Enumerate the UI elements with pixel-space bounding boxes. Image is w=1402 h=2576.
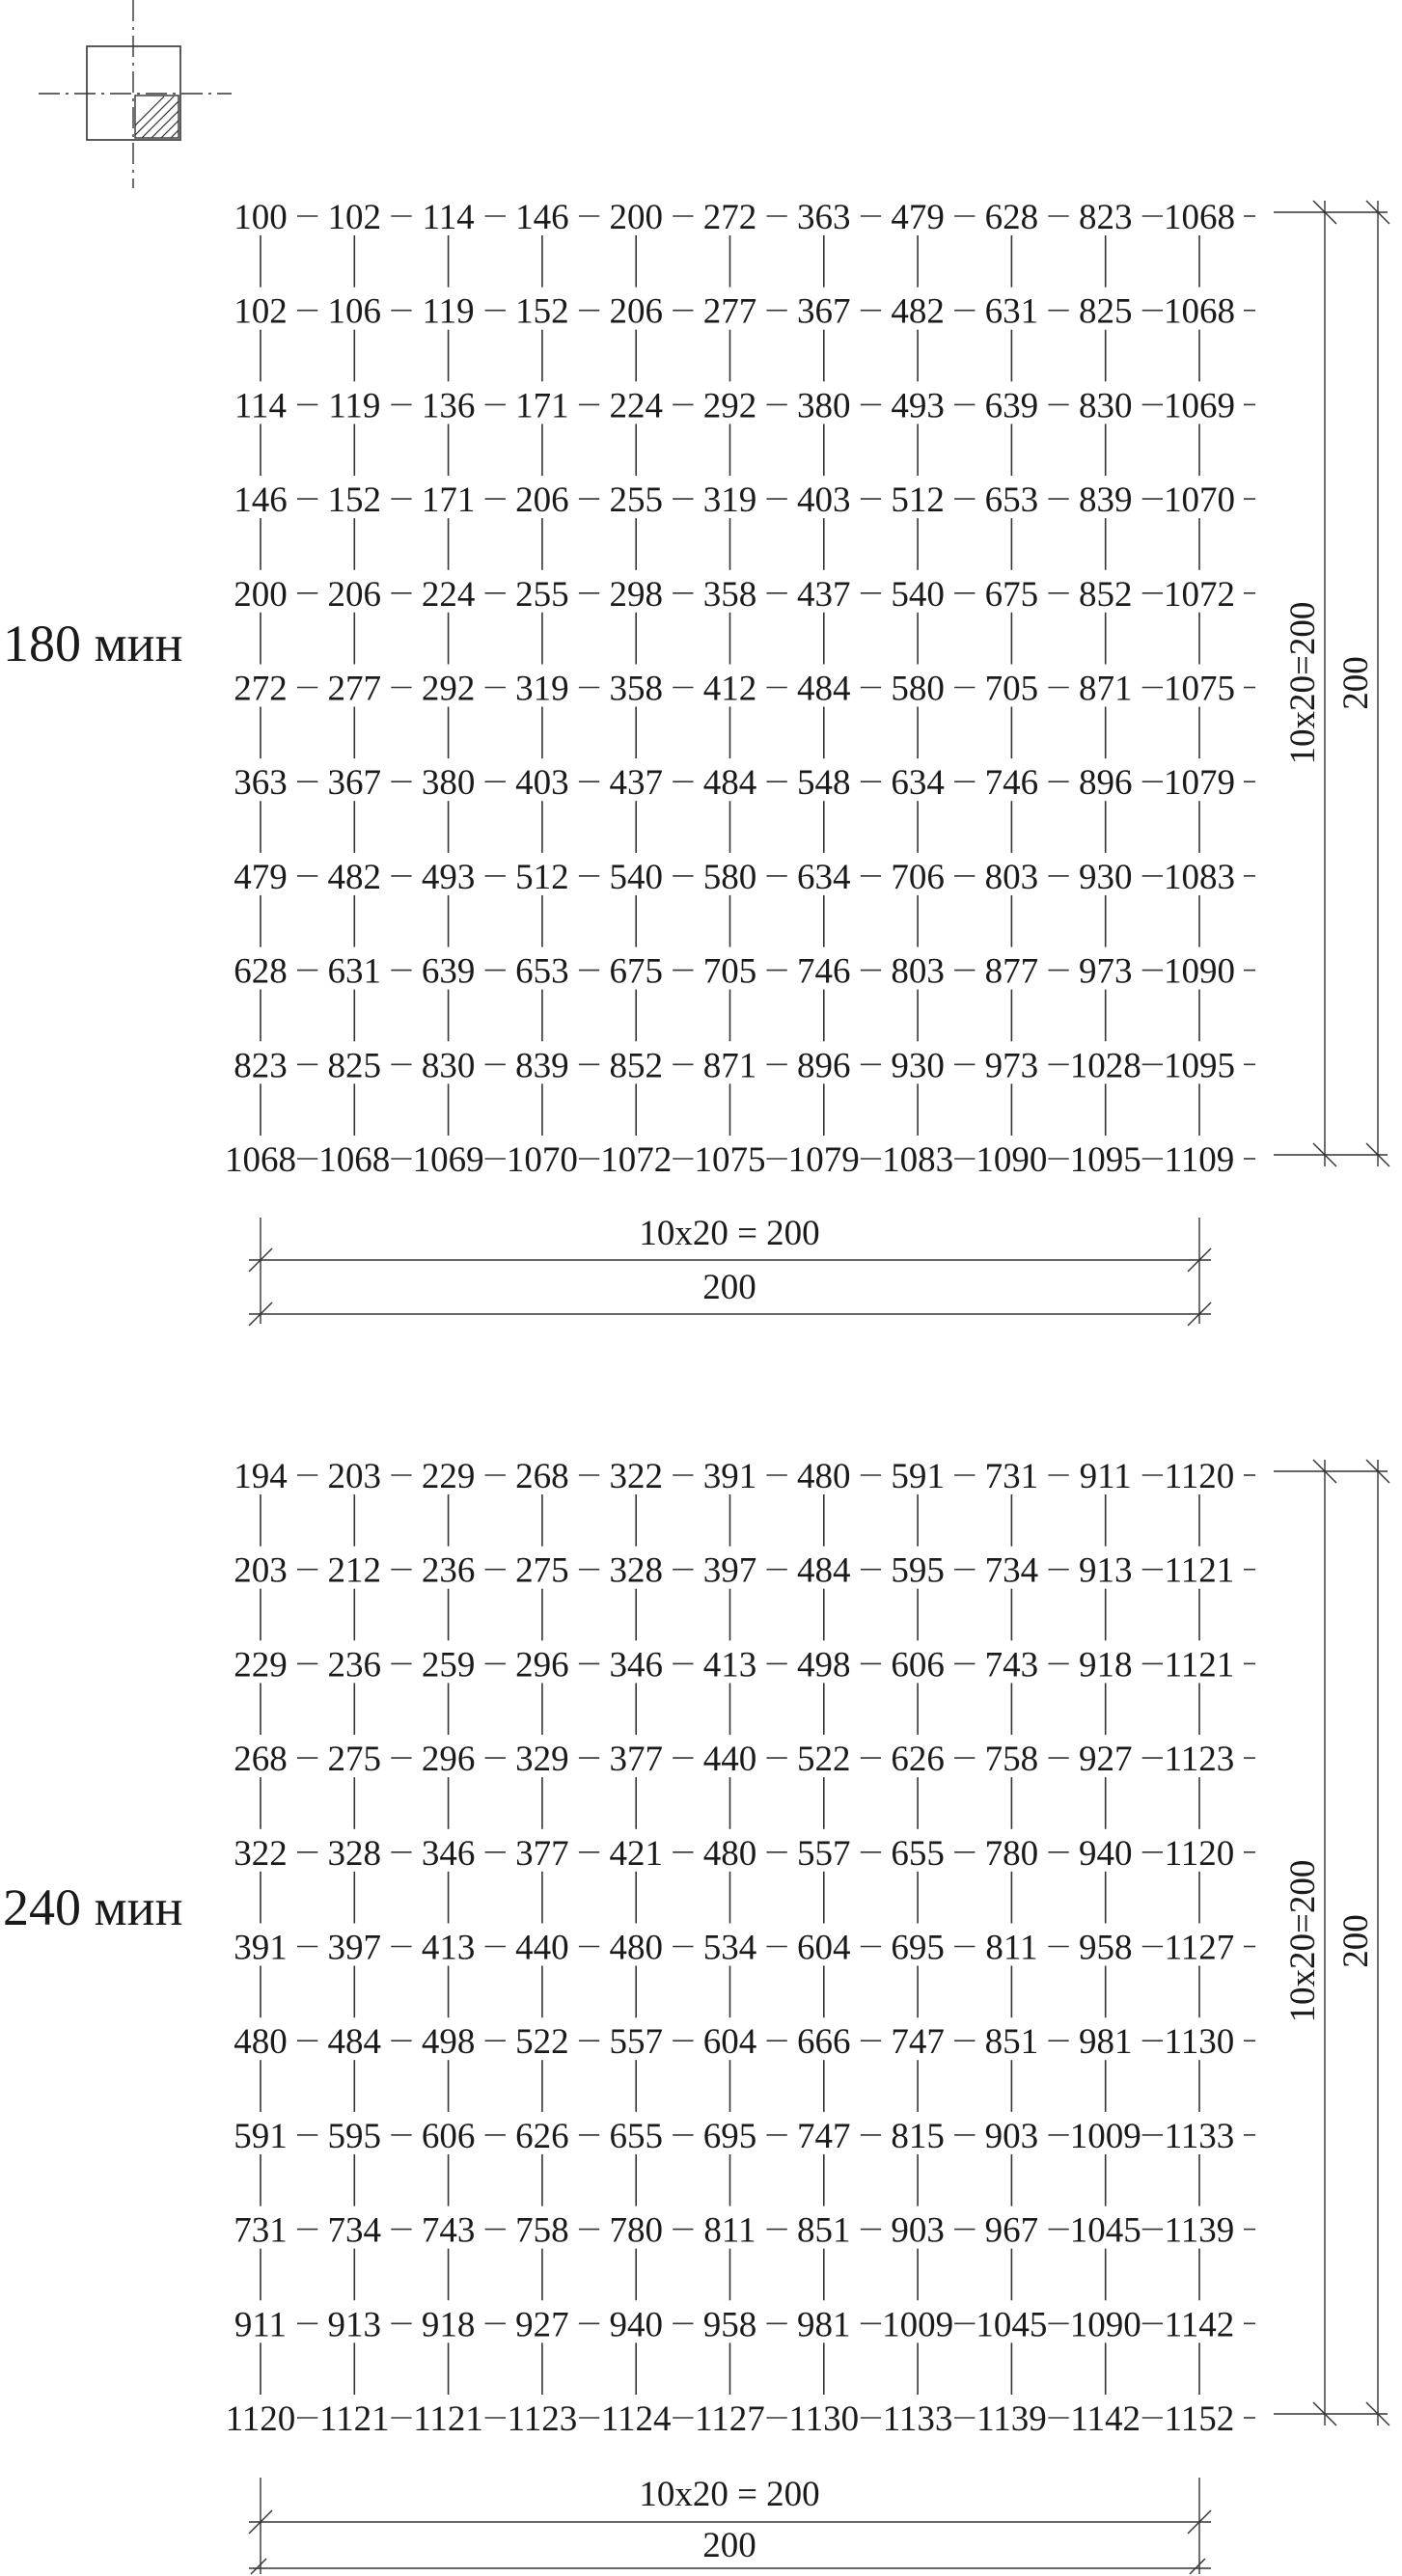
grid-node-value: 363 <box>234 763 288 804</box>
grid-node-value: 580 <box>702 857 757 897</box>
grid-node-value: 171 <box>421 480 476 521</box>
grid-node-value: 397 <box>702 1550 757 1591</box>
grid-node-value: 655 <box>891 1833 945 1874</box>
grid-node-value: 1120 <box>225 2399 296 2439</box>
grid-node-value: 830 <box>1078 386 1133 426</box>
grid-node-value: 479 <box>234 857 288 897</box>
grid-node-value: 653 <box>515 951 569 992</box>
grid-node-value: 1139 <box>1164 2210 1235 2251</box>
grid-node-value: 1083 <box>1164 857 1235 897</box>
grid-node-value: 1068 <box>318 1140 391 1180</box>
dimension-count-label: 10x20 = 200 <box>639 2475 820 2514</box>
temperature-grid <box>226 1457 1255 2439</box>
grid-node-value: 236 <box>421 1550 476 1591</box>
grid-node-value: 224 <box>421 574 476 615</box>
grid-node-value: 981 <box>1078 2022 1133 2063</box>
grid-node-value: 146 <box>515 198 569 237</box>
grid-node-value: 743 <box>421 2210 476 2251</box>
grid-node-value: 275 <box>327 1740 382 1780</box>
grid-node-value: 479 <box>891 198 945 237</box>
grid-node-value: 557 <box>609 2022 663 2063</box>
grid-node-value: 695 <box>891 1928 945 1968</box>
grid-node-value: 391 <box>234 1928 288 1968</box>
grid-node-value: 367 <box>327 763 382 804</box>
grid-node-value: 1121 <box>1164 1645 1235 1685</box>
grid-node-value: 229 <box>234 1645 288 1685</box>
grid-node-value: 1120 <box>1164 1833 1235 1874</box>
grid-node-value: 272 <box>234 669 288 709</box>
grid-node-value: 377 <box>515 1833 569 1874</box>
grid-node-value: 747 <box>891 2022 945 2063</box>
grid-node-value: 484 <box>797 669 851 709</box>
grid-node-value: 358 <box>702 574 757 615</box>
grid-node-value: 322 <box>234 1833 288 1874</box>
grid-node-value: 480 <box>702 1833 757 1874</box>
grid-node-value: 512 <box>891 480 945 521</box>
grid-node-value: 655 <box>609 2116 663 2156</box>
grid-node-value: 328 <box>327 1833 382 1874</box>
grid-node-value: 512 <box>515 857 569 897</box>
grid-node-value: 628 <box>234 951 288 992</box>
grid-node-value: 634 <box>891 763 945 804</box>
grid-node-value: 758 <box>984 1740 1039 1780</box>
grid-node-value: 391 <box>702 1457 757 1496</box>
grid-node-value: 1068 <box>1164 198 1235 237</box>
grid-node-value: 319 <box>515 669 569 709</box>
grid-node-value: 119 <box>422 291 475 332</box>
grid-node-value: 1123 <box>1164 1740 1235 1780</box>
grid-node-value: 102 <box>234 291 288 332</box>
grid-node-value: 734 <box>327 2210 382 2251</box>
grid-node-value: 275 <box>515 1550 569 1591</box>
grid-node-value: 604 <box>702 2022 757 2063</box>
grid-node-value: 626 <box>515 2116 569 2156</box>
grid-node-value: 981 <box>797 2305 851 2345</box>
grid-node-value: 823 <box>234 1046 288 1086</box>
grid-node-value: 412 <box>702 669 757 709</box>
dimension-count-label: 10x20 = 200 <box>639 1214 820 1253</box>
grid-node-value: 851 <box>984 2022 1039 2063</box>
grid-node-value: 403 <box>515 763 569 804</box>
grid-node-value: 913 <box>1078 1550 1133 1591</box>
grid-node-value: 1127 <box>695 2399 765 2439</box>
dimension-total-label: 200 <box>1336 1914 1376 1968</box>
grid-node-value: 1090 <box>976 1140 1048 1180</box>
dimension-total-label: 200 <box>1336 656 1376 710</box>
grid-node-value: 631 <box>984 291 1039 332</box>
grid-node-value: 747 <box>797 2116 851 2156</box>
grid-node-value: 206 <box>515 480 569 521</box>
grid-node-value: 958 <box>702 2305 757 2345</box>
temperature-grid <box>225 198 1255 1180</box>
grid-node-value: 1009 <box>882 2305 954 2345</box>
grid-node-value: 200 <box>609 198 663 237</box>
grid-node-value: 830 <box>421 1046 476 1086</box>
grid-node-value: 319 <box>702 480 757 521</box>
grid-node-value: 377 <box>609 1740 663 1780</box>
grid-node-value: 1075 <box>1164 669 1235 709</box>
grid-node-value: 958 <box>1078 1928 1133 1968</box>
grid-node-value: 1139 <box>976 2399 1047 2439</box>
grid-node-value: 277 <box>702 291 757 332</box>
grid-node-value: 1090 <box>1069 2305 1141 2345</box>
grid-node-value: 203 <box>234 1550 288 1591</box>
grid-node-value: 1009 <box>1069 2116 1141 2156</box>
time-label: 180 мин <box>3 615 183 672</box>
grid-node-value: 839 <box>1078 480 1133 521</box>
dimension-total-label: 200 <box>702 2526 756 2565</box>
dimension-horizontal <box>249 2475 1211 2574</box>
grid-node-value: 780 <box>984 1833 1039 1874</box>
grid-node-value: 628 <box>984 198 1039 237</box>
grid-node-value: 200 <box>234 574 288 615</box>
grid-node-value: 1130 <box>788 2399 860 2439</box>
grid-node-value: 913 <box>327 2305 382 2345</box>
grid-diagram-180 <box>3 198 1389 1326</box>
grid-node-value: 675 <box>609 951 663 992</box>
grid-node-value: 918 <box>1078 1645 1133 1685</box>
grid-node-value: 1068 <box>1164 291 1235 332</box>
grid-node-value: 1028 <box>1069 1046 1141 1086</box>
grid-node-value: 298 <box>609 574 663 615</box>
grid-node-value: 1072 <box>1164 574 1235 615</box>
grid-node-value: 1090 <box>1164 951 1235 992</box>
grid-node-value: 1075 <box>694 1140 766 1180</box>
grid-node-value: 811 <box>985 1928 1038 1968</box>
grid-node-value: 803 <box>984 857 1039 897</box>
grid-node-value: 973 <box>1078 951 1133 992</box>
section-key-icon <box>39 0 232 188</box>
grid-node-value: 1121 <box>1164 1550 1235 1591</box>
grid-node-value: 851 <box>797 2210 851 2251</box>
grid-node-value: 498 <box>797 1645 851 1685</box>
grid-node-value: 224 <box>609 386 663 426</box>
grid-node-value: 212 <box>327 1550 382 1591</box>
grid-node-value: 940 <box>1078 1833 1133 1874</box>
grid-node-value: 534 <box>702 1928 757 1968</box>
grid-node-value: 1045 <box>1069 2210 1141 2251</box>
grid-node-value: 482 <box>327 857 382 897</box>
grid-node-value: 839 <box>515 1046 569 1086</box>
grid-node-value: 272 <box>702 198 757 237</box>
grid-node-value: 203 <box>327 1457 382 1496</box>
grid-node-value: 1133 <box>882 2399 953 2439</box>
grid-node-value: 440 <box>515 1928 569 1968</box>
grid-node-value: 292 <box>421 669 476 709</box>
grid-node-value: 746 <box>797 951 851 992</box>
grid-node-value: 1069 <box>412 1140 484 1180</box>
grid-node-value: 631 <box>327 951 382 992</box>
dimension-count-label: 10x20=200 <box>1283 601 1323 765</box>
grid-node-value: 296 <box>515 1645 569 1685</box>
grid-node-value: 1070 <box>1164 480 1235 521</box>
dimension-vertical <box>1274 1460 1389 2425</box>
grid-node-value: 705 <box>984 669 1039 709</box>
grid-node-value: 484 <box>797 1550 851 1591</box>
grid-node-value: 152 <box>515 291 569 332</box>
grid-node-value: 380 <box>421 763 476 804</box>
grid-node-value: 437 <box>797 574 851 615</box>
grid-node-value: 927 <box>515 2305 569 2345</box>
grid-node-value: 380 <box>797 386 851 426</box>
grid-node-value: 1120 <box>1164 1457 1235 1496</box>
grid-node-value: 825 <box>327 1046 382 1086</box>
grid-node-value: 706 <box>891 857 945 897</box>
grid-node-value: 268 <box>515 1457 569 1496</box>
grid-node-value: 540 <box>609 857 663 897</box>
grid-node-value: 194 <box>234 1457 288 1496</box>
grid-node-value: 967 <box>984 2210 1039 2251</box>
grid-node-value: 595 <box>891 1550 945 1591</box>
grid-node-value: 1045 <box>976 2305 1048 2345</box>
grid-node-value: 480 <box>609 1928 663 1968</box>
grid-node-value: 1127 <box>1164 1928 1235 1968</box>
grid-node-value: 626 <box>891 1740 945 1780</box>
grid-node-value: 746 <box>984 763 1039 804</box>
grid-node-value: 229 <box>421 1457 476 1496</box>
grid-node-value: 852 <box>609 1046 663 1086</box>
grid-node-value: 852 <box>1078 574 1133 615</box>
grid-node-value: 675 <box>984 574 1039 615</box>
grid-node-value: 758 <box>515 2210 569 2251</box>
dimension-count-label: 10x20=200 <box>1283 1859 1323 2023</box>
grid-node-value: 604 <box>797 1928 851 1968</box>
grid-node-value: 896 <box>1078 763 1133 804</box>
grid-node-value: 731 <box>984 1457 1039 1496</box>
grid-node-value: 367 <box>797 291 851 332</box>
grid-node-value: 363 <box>797 198 851 237</box>
grid-node-value: 498 <box>421 2022 476 2063</box>
grid-node-value: 695 <box>702 2116 757 2156</box>
grid-node-value: 1121 <box>318 2399 390 2439</box>
grid-node-value: 918 <box>421 2305 476 2345</box>
dimension-total-label: 200 <box>702 1268 756 1307</box>
grid-node-value: 403 <box>797 480 851 521</box>
grid-node-value: 1124 <box>600 2399 672 2439</box>
grid-node-value: 255 <box>515 574 569 615</box>
grid-node-value: 152 <box>327 480 382 521</box>
grid-node-value: 803 <box>891 951 945 992</box>
grid-node-value: 557 <box>797 1833 851 1874</box>
grid-node-value: 1142 <box>1070 2399 1141 2439</box>
grid-node-value: 639 <box>984 386 1039 426</box>
grid-node-value: 1095 <box>1164 1046 1235 1086</box>
grid-node-value: 903 <box>891 2210 945 2251</box>
grid-node-value: 236 <box>327 1645 382 1685</box>
grid-node-value: 1142 <box>1164 2305 1235 2345</box>
grid-node-value: 1109 <box>1164 1140 1235 1180</box>
grid-node-value: 705 <box>702 951 757 992</box>
grid-node-value: 106 <box>327 291 382 332</box>
dimension-vertical <box>1274 201 1389 1166</box>
grid-node-value: 1069 <box>1164 386 1235 426</box>
grid-node-value: 346 <box>609 1645 663 1685</box>
grid-node-value: 595 <box>327 2116 382 2156</box>
grid-node-value: 255 <box>609 480 663 521</box>
grid-node-value: 493 <box>891 386 945 426</box>
grid-node-value: 119 <box>328 386 381 426</box>
grid-node-value: 146 <box>234 480 288 521</box>
grid-node-value: 397 <box>327 1928 382 1968</box>
grid-node-value: 322 <box>609 1457 663 1496</box>
grid-node-value: 206 <box>327 574 382 615</box>
grid-node-value: 743 <box>984 1645 1039 1685</box>
grid-node-value: 591 <box>891 1457 945 1496</box>
grid-node-value: 259 <box>421 1645 476 1685</box>
grid-node-value: 1130 <box>1164 2022 1235 2063</box>
grid-node-value: 780 <box>609 2210 663 2251</box>
grid-node-value: 1083 <box>882 1140 954 1180</box>
grid-node-value: 548 <box>797 763 851 804</box>
grid-node-value: 437 <box>609 763 663 804</box>
grid-node-value: 206 <box>609 291 663 332</box>
grid-node-value: 493 <box>421 857 476 897</box>
grid-node-value: 911 <box>1079 1457 1132 1496</box>
grid-node-value: 1072 <box>600 1140 673 1180</box>
grid-node-value: 871 <box>1078 669 1133 709</box>
grid-node-value: 606 <box>421 2116 476 2156</box>
grid-node-value: 1068 <box>225 1140 296 1180</box>
grid-node-value: 940 <box>609 2305 663 2345</box>
grid-node-value: 480 <box>234 2022 288 2063</box>
grid-node-value: 580 <box>891 669 945 709</box>
grid-node-value: 877 <box>984 951 1039 992</box>
grid-node-value: 731 <box>234 2210 288 2251</box>
grid-node-value: 1133 <box>1164 2116 1235 2156</box>
grid-node-value: 540 <box>891 574 945 615</box>
grid-node-value: 346 <box>421 1833 476 1874</box>
grid-node-value: 171 <box>515 386 569 426</box>
grid-node-value: 484 <box>702 763 757 804</box>
grid-node-value: 482 <box>891 291 945 332</box>
grid-node-value: 114 <box>422 198 475 237</box>
grid-node-value: 639 <box>421 951 476 992</box>
grid-node-value: 927 <box>1078 1740 1133 1780</box>
grid-node-value: 811 <box>703 2210 756 2251</box>
grid-node-value: 484 <box>327 2022 382 2063</box>
grid-node-value: 1095 <box>1069 1140 1141 1180</box>
grid-node-value: 1079 <box>787 1140 860 1180</box>
grid-node-value: 292 <box>702 386 757 426</box>
grid-node-value: 100 <box>234 198 288 237</box>
grid-node-value: 102 <box>327 198 382 237</box>
grid-diagram-240 <box>3 1457 1389 2574</box>
grid-node-value: 606 <box>891 1645 945 1685</box>
grid-node-value: 653 <box>984 480 1039 521</box>
grid-node-value: 114 <box>234 386 288 426</box>
grid-node-value: 358 <box>609 669 663 709</box>
grid-node-value: 1152 <box>1164 2399 1235 2439</box>
grid-node-value: 815 <box>891 2116 945 2156</box>
grid-node-value: 911 <box>234 2305 288 2345</box>
grid-node-value: 973 <box>984 1046 1039 1086</box>
grid-node-value: 268 <box>234 1740 288 1780</box>
grid-node-value: 823 <box>1078 198 1133 237</box>
grid-node-value: 591 <box>234 2116 288 2156</box>
grid-node-value: 1123 <box>507 2399 578 2439</box>
grid-node-value: 329 <box>515 1740 569 1780</box>
grid-node-value: 871 <box>702 1046 757 1086</box>
grid-node-value: 666 <box>797 2022 851 2063</box>
grid-node-value: 896 <box>797 1046 851 1086</box>
grid-node-value: 522 <box>515 2022 569 2063</box>
grid-node-value: 1079 <box>1164 763 1235 804</box>
grid-node-value: 1121 <box>413 2399 483 2439</box>
grid-node-value: 440 <box>702 1740 757 1780</box>
grid-node-value: 413 <box>421 1928 476 1968</box>
dimension-horizontal <box>249 1214 1211 1326</box>
grid-node-value: 277 <box>327 669 382 709</box>
grid-node-value: 930 <box>1078 857 1133 897</box>
grid-node-value: 734 <box>984 1550 1039 1591</box>
time-label: 240 мин <box>3 1878 183 1936</box>
grid-node-value: 136 <box>421 386 476 426</box>
grid-node-value: 903 <box>984 2116 1039 2156</box>
grid-node-value: 522 <box>797 1740 851 1780</box>
grid-node-value: 296 <box>421 1740 476 1780</box>
grid-node-value: 328 <box>609 1550 663 1591</box>
grid-node-value: 825 <box>1078 291 1133 332</box>
grid-node-value: 413 <box>702 1645 757 1685</box>
grid-node-value: 1070 <box>506 1140 578 1180</box>
grid-node-value: 634 <box>797 857 851 897</box>
grid-node-value: 930 <box>891 1046 945 1086</box>
grid-node-value: 480 <box>797 1457 851 1496</box>
grid-node-value: 421 <box>609 1833 663 1874</box>
